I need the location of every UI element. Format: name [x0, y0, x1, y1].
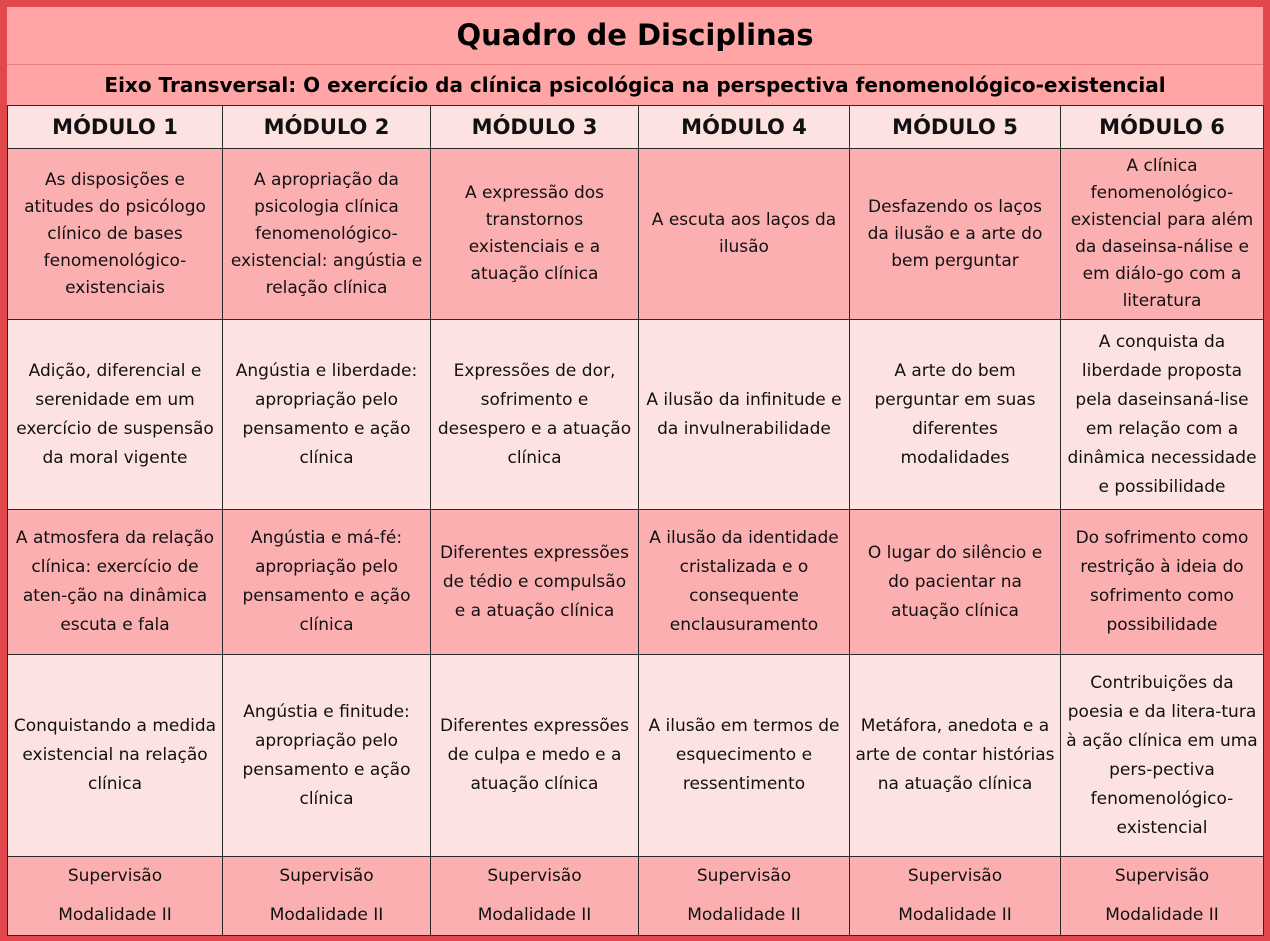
discipline-cell: Conquistando a medida existencial na relação clínica: [8, 655, 223, 857]
module-header: MÓDULO 4: [639, 106, 850, 149]
table-row: [8, 510, 1264, 655]
axis-subtitle: Eixo Transversal: O exercício da clínica psicológica na perspectiva fenomenológico-existencial: [7, 64, 1263, 105]
discipline-cell: Angústia e má-fé: apropriação pelo pensamento e ação clínica: [223, 510, 431, 655]
discipline-cell: As disposições e atitudes do psicólogo clínico de bases fenomenológico-existenciais: [8, 149, 223, 320]
supervision-modality: Modalidade II: [1105, 905, 1219, 925]
supervision-modality: Modalidade II: [898, 905, 1012, 925]
supervision-cell: [1061, 857, 1264, 936]
discipline-cell: A clínica fenomenológico-existencial para além da daseinsa-nálise e em diálo-go com a literatura: [1061, 149, 1264, 320]
module-header: MÓDULO 1: [8, 106, 223, 149]
discipline-cell: Contribuições da poesia e da litera-tura à ação clínica em uma pers-pectiva fenomenológico-existencial: [1061, 655, 1264, 857]
supervision-label: Supervisão: [1114, 866, 1210, 886]
modules-table: [7, 105, 1264, 936]
supervision-label: Supervisão: [696, 866, 792, 886]
supervision-cell: [639, 857, 850, 936]
supervision-label: Supervisão: [487, 866, 582, 886]
table-row: [8, 655, 1264, 857]
supervision-cell: [850, 857, 1061, 936]
discipline-cell: A apropriação da psicologia clínica fenomenológico-existencial: angústia e relação clínica: [223, 149, 431, 320]
supervision-modality: Modalidade II: [687, 905, 801, 925]
supervision-row: [8, 857, 1264, 936]
header-row: [8, 106, 1264, 149]
table-row: [8, 149, 1264, 320]
discipline-cell: A expressão dos transtornos existenciais e a atuação clínica: [431, 149, 639, 320]
supervision-label: Supervisão: [907, 866, 1003, 886]
supervision-cell: [223, 857, 431, 936]
discipline-cell: Diferentes expressões de tédio e compulsão e a atuação clínica: [431, 510, 639, 655]
discipline-cell: Diferentes expressões de culpa e medo e a atuação clínica: [431, 655, 639, 857]
supervision-cell: [431, 857, 639, 936]
discipline-cell: Adição, diferencial e serenidade em um exercício de suspensão da moral vigente: [8, 320, 223, 510]
discipline-cell: A ilusão da infinitude e da invulnerabilidade: [639, 320, 850, 510]
discipline-cell: O lugar do silêncio e do pacientar na atuação clínica: [850, 510, 1061, 655]
supervision-modality: Modalidade II: [58, 905, 172, 925]
module-header: MÓDULO 3: [431, 106, 639, 149]
discipline-cell: A atmosfera da relação clínica: exercício de aten-ção na dinâmica escuta e fala: [8, 510, 223, 655]
discipline-cell: Angústia e liberdade: apropriação pelo pensamento e ação clínica: [223, 320, 431, 510]
supervision-cell: [8, 857, 223, 936]
discipline-cell: A ilusão da identidade cristalizada e o consequente enclausuramento: [639, 510, 850, 655]
discipline-cell: Metáfora, anedota e a arte de contar histórias na atuação clínica: [850, 655, 1061, 857]
supervision-modality: Modalidade II: [269, 905, 384, 925]
discipline-cell: A escuta aos laços da ilusão: [639, 149, 850, 320]
discipline-cell: A conquista da liberdade proposta pela daseinsaná-lise em relação com a dinâmica necessidade e possibilidade: [1061, 320, 1264, 510]
discipline-cell: Expressões de dor, sofrimento e desespero e a atuação clínica: [431, 320, 639, 510]
discipline-cell: Angústia e finitude: apropriação pelo pensamento e ação clínica: [223, 655, 431, 857]
discipline-cell: Desfazendo os laços da ilusão e a arte do bem perguntar: [850, 149, 1061, 320]
page-title: Quadro de Disciplinas: [456, 18, 814, 52]
table-row: [8, 320, 1264, 510]
discipline-cell: Do sofrimento como restrição à ideia do sofrimento como possibilidade: [1061, 510, 1264, 655]
supervision-modality: Modalidade II: [477, 905, 592, 925]
module-header: MÓDULO 2: [223, 106, 431, 149]
module-header: MÓDULO 6: [1061, 106, 1264, 149]
discipline-board: [7, 7, 1263, 932]
module-header: MÓDULO 5: [850, 106, 1061, 149]
discipline-cell: A ilusão em termos de esquecimento e ressentimento: [639, 655, 850, 857]
supervision-label: Supervisão: [67, 866, 163, 886]
discipline-cell: A arte do bem perguntar em suas diferentes modalidades: [850, 320, 1061, 510]
supervision-label: Supervisão: [279, 866, 374, 886]
